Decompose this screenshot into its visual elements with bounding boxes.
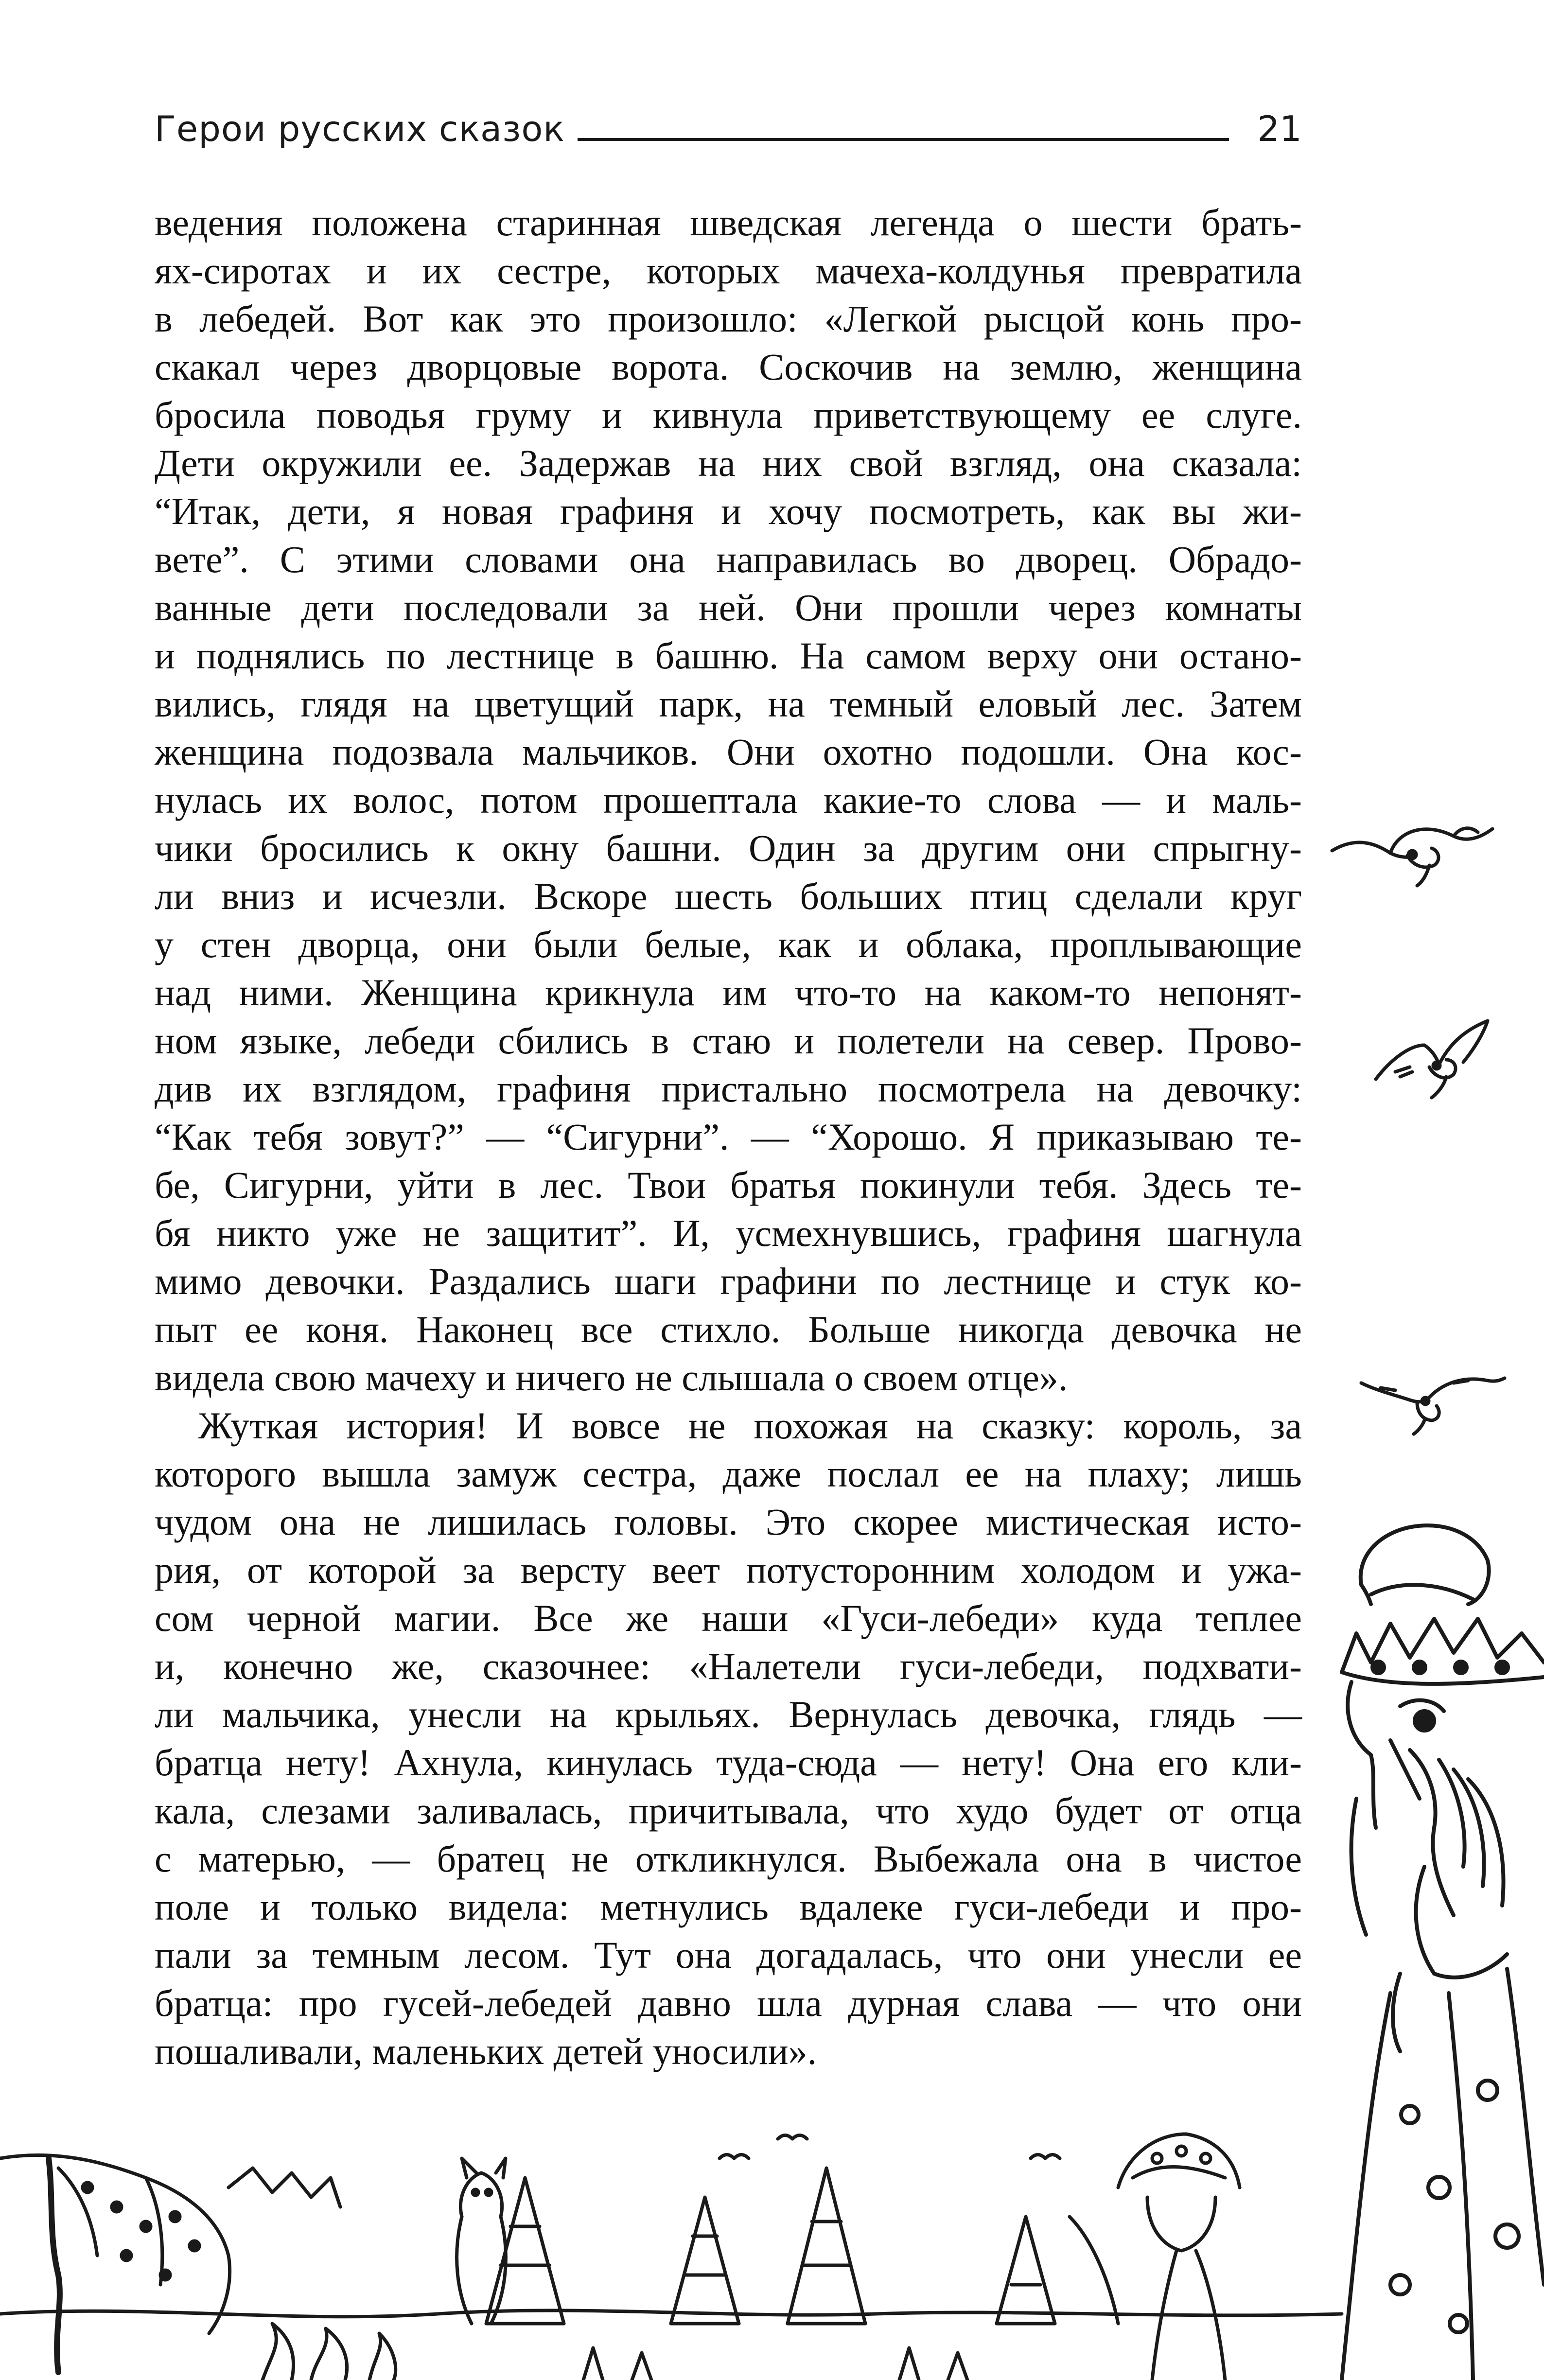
forest-scene-icon — [0, 2134, 1342, 2380]
text-line: кала, слезами заливалась, причитывала, что худо будет от отца — [155, 1789, 1302, 1832]
text-line: пыт ее коня. Наконец все стихло. Больше никогда девочка не — [155, 1308, 1302, 1350]
running-header — [155, 102, 1302, 156]
text-line: бе, Сигурни, уйти в лес. Твои братья покинули тебя. Здесь те- — [155, 1164, 1302, 1206]
text-line: с матерью, — братец не откликнулся. Выбежала она в чистое — [155, 1838, 1302, 1880]
paragraph-1 — [155, 198, 1302, 1401]
text-line: видела свою мачеху и ничего не слышала о своем отце». — [155, 1356, 1068, 1399]
text-line: “Как тебя зовут?” — “Сигурни”. — “Хорошо. Я приказываю те- — [155, 1116, 1302, 1158]
text-line: и поднялись по лестнице в башню. На самом верху они остано- — [155, 634, 1302, 677]
page-number: 21 — [1257, 108, 1302, 149]
text-line: у стен дворца, они были белые, как и облака, проплывающие — [155, 923, 1302, 965]
running-title: Герои русских сказок — [155, 102, 569, 156]
body-text — [155, 198, 1302, 2075]
text-line: вились, глядя на цветущий парк, на темный еловый лес. Затем — [155, 682, 1302, 725]
text-line: чудом она не лишилась головы. Это скорее мистическая исто- — [155, 1501, 1302, 1543]
text-line: пали за темным лесом. Тут она догадалась, что они унесли ее — [155, 1934, 1302, 1976]
text-line: над ними. Женщина крикнула им что-то на каком-то непонят- — [155, 971, 1302, 1014]
text-line: бя никто уже не защитит”. И, усмехнувшись, графиня шагнула — [155, 1212, 1302, 1254]
paragraph-2 — [155, 1401, 1302, 2075]
text-line: ведения положена старинная шведская легенда о шести брать- — [155, 201, 1302, 244]
text-line: женщина подозвала мальчиков. Они охотно подошли. Она кос- — [155, 731, 1302, 773]
text-line: вете”. С этими словами она направилась во дворец. Обрадо- — [155, 538, 1302, 580]
text-line: ном языке, лебеди сбились в стаю и полетели на север. Прово- — [155, 1019, 1302, 1062]
text-line: “Итак, дети, я новая графиня и хочу посмотреть, как вы жи- — [155, 490, 1302, 532]
text-line: Дети окружили ее. Задержав на них свой взгляд, она сказала: — [155, 442, 1302, 484]
flying-bird-icon — [1376, 1021, 1488, 1098]
text-line: ли мальчика, унесли на крыльях. Вернулась девочка, глядь — — [155, 1693, 1302, 1735]
text-line: ях-сиротах и их сестре, которых мачеха-колдунья превратила — [155, 249, 1302, 292]
text-line: которого вышла замуж сестра, даже послал ее на плаху; лишь — [155, 1452, 1302, 1495]
flying-bird-icon — [1361, 1378, 1505, 1434]
text-line: сом черной магии. Все же наши «Гуси-лебеди» куда теплее — [155, 1597, 1302, 1639]
text-line: скакал через дворцовые ворота. Соскочив на землю, женщина — [155, 346, 1302, 388]
text-line: чики бросились к окну башни. Один за другим они спрыгну- — [155, 827, 1302, 869]
text-line: в лебедей. Вот как это произошло: «Легкой рысцой конь про- — [155, 298, 1302, 340]
text-line: нулась их волос, потом прошептала какие-то слова — и маль- — [155, 779, 1302, 821]
text-line: поле и только видела: метнулись вдалеке гуси-лебеди и про- — [155, 1886, 1302, 1928]
text-line: братца: про гусей-лебедей давно шла дурная слава — что они — [155, 1982, 1302, 2024]
text-line: ванные дети последовали за ней. Они прошли через комнаты — [155, 586, 1302, 629]
text-line: и, конечно же, сказочнее: «Налетели гуси-лебеди, подхвати- — [155, 1645, 1302, 1687]
text-line: див их взглядом, графиня пристально посмотрела на девочку: — [155, 1068, 1302, 1110]
text-line: братца нету! Ахнула, кинулась туда-сюда — нету! Она его кли- — [155, 1741, 1302, 1784]
text-line: мимо девочки. Раздались шаги графини по лестнице и стук ко- — [155, 1260, 1302, 1302]
text-line: рия, от которой за версту веет потусторонним холодом и ужа- — [155, 1549, 1302, 1591]
header-rule — [578, 138, 1229, 141]
text-line: ли вниз и исчезли. Вскоре шесть больших птиц сделали круг — [155, 875, 1302, 917]
text-line: Жуткая история! И вовсе не похожая на сказку: король, за — [198, 1404, 1302, 1447]
text-line: пошаливали, маленьких детей уносили». — [155, 2030, 817, 2072]
king-figure-icon — [1342, 1525, 1544, 2380]
flying-bird-icon — [1332, 828, 1492, 886]
text-line: бросила поводья груму и кивнула приветствующему ее слуге. — [155, 394, 1302, 436]
